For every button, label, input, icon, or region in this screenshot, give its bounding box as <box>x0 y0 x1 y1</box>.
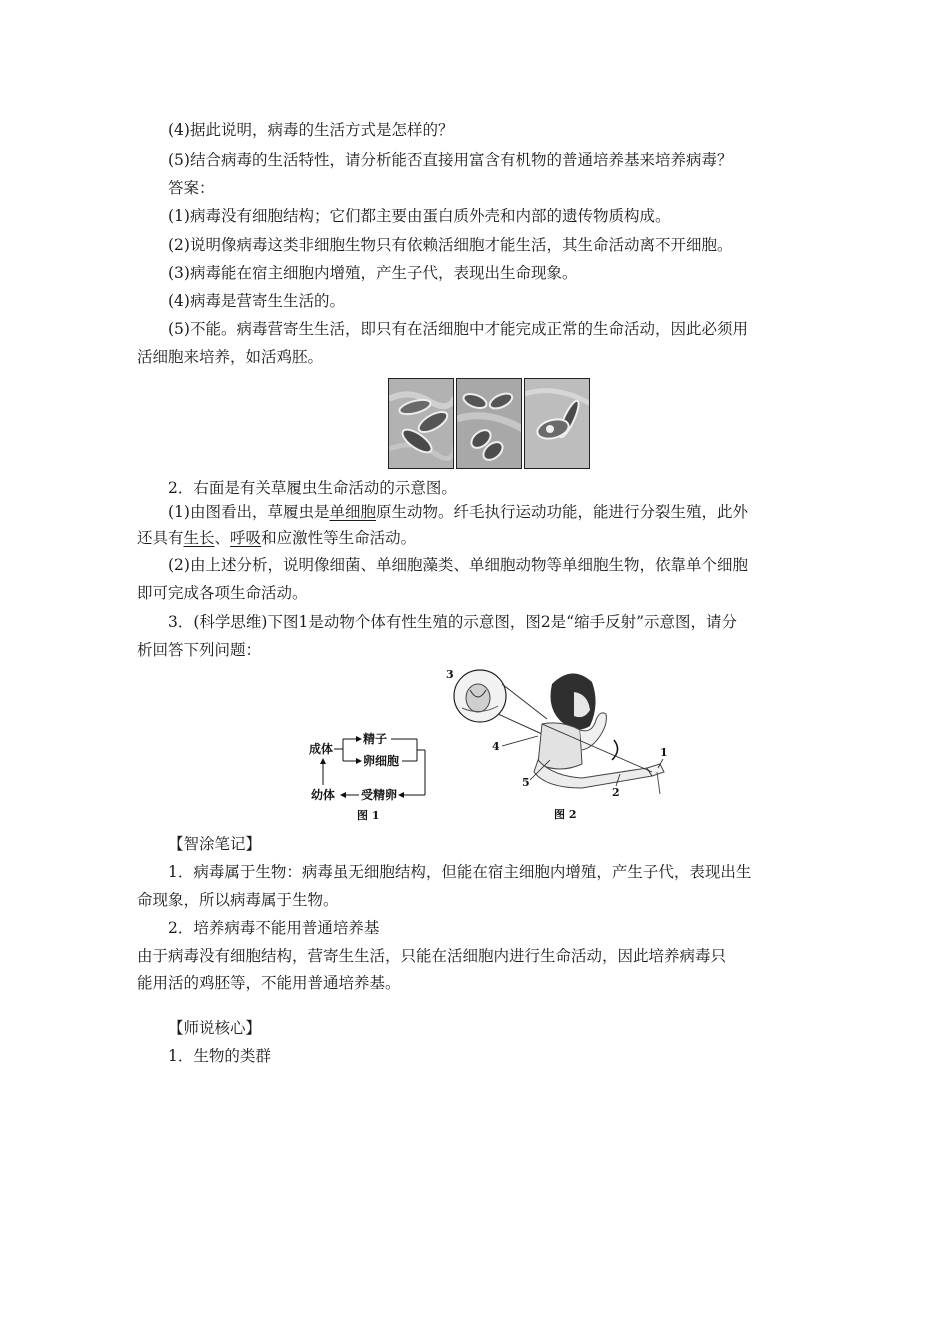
micrograph-1 <box>388 378 454 469</box>
q2-part2-line1: (2)由上述分析，说明像细菌、单细胞藻类、单细胞动物等单细胞生物，依靠单个细胞 <box>168 556 748 574</box>
micrograph-3 <box>524 378 590 469</box>
figure-1-reproduction-diagram <box>305 725 435 825</box>
label-5: 5 <box>522 776 530 789</box>
q3-line1: 3．(科学思维)下图1是动物个体有性生殖的示意图，图2是“缩手反射”示意图，请分 <box>168 613 738 631</box>
person-head <box>551 673 596 729</box>
label-2: 2 <box>612 786 620 799</box>
answer-2: (2)说明像病毒这类非细胞生物只有依赖活细胞才能生活，其生命活动离不开细胞。 <box>168 236 733 254</box>
label-4: 4 <box>492 740 500 753</box>
paramecium-micrographs <box>388 378 594 469</box>
answer-1: (1)病毒没有细胞结构；它们都主要由蛋白质外壳和内部的遗传物质构成。 <box>168 207 671 225</box>
answer-4: (4)病毒是营寄生生活的。 <box>168 292 345 310</box>
label-juvenile: 幼体 <box>311 788 336 802</box>
figure-1-caption: 图 1 <box>357 809 380 822</box>
core-header: 【师说核心】 <box>168 1019 262 1037</box>
note-2-line2: 能用活的鸡胚等，不能用普通培养基。 <box>137 974 401 992</box>
q2-part1-line2: 还具有生长、呼吸和应激性等生命活动。 <box>137 529 417 547</box>
note-1-line2: 命现象，所以病毒属于生物。 <box>137 891 339 909</box>
note-1-line1: 1．病毒属于生物：病毒虽无细胞结构，但能在宿主细胞内增殖，产生子代，表现出生 <box>168 863 752 881</box>
answer-label: 答案： <box>168 179 215 197</box>
core-item-1: 1．生物的类群 <box>168 1047 271 1065</box>
label-1: 1 <box>660 746 668 759</box>
label-adult: 成体 <box>309 742 334 756</box>
label-zygote: 受精卵 <box>361 788 398 802</box>
question-4: (4)据此说明，病毒的生活方式是怎样的？ <box>168 121 454 139</box>
answer-5-line2: 活细胞来培养，如活鸡胚。 <box>137 348 324 366</box>
q2-intro: 2．右面是有关草履虫生命活动的示意图。 <box>168 479 457 497</box>
note-2-line1: 由于病毒没有细胞结构，营寄生生活，只能在活细胞内进行生命活动，因此培养病毒只 <box>137 947 727 965</box>
notes-header: 【智涂笔记】 <box>168 835 262 853</box>
label-egg: 卵细胞 <box>363 754 400 768</box>
question-5: (5)结合病毒的生活特性，请分析能否直接用富含有机物的普通培养基来培养病毒？ <box>168 151 733 169</box>
answer-5-line1: (5)不能。病毒营寄生生活，即只有在活细胞中才能完成正常的生命活动，因此必须用 <box>168 320 748 338</box>
answer-growth: 生长 <box>183 529 215 547</box>
answer-respiration: 呼吸 <box>230 529 262 547</box>
answer-unicellular: 单细胞 <box>329 503 376 521</box>
label-sperm: 精子 <box>363 732 388 746</box>
answer-3: (3)病毒能在宿主细胞内增殖，产生子代，表现出生命现象。 <box>168 264 578 282</box>
q2-part1-line1: (1)由图看出，草履虫是单细胞原生动物。纤毛执行运动功能，能进行分裂生殖，此外 <box>168 503 748 521</box>
note-2-title: 2．培养病毒不能用普通培养基 <box>168 919 380 937</box>
micrograph-2 <box>456 378 522 469</box>
figure-2-caption: 图 2 <box>554 808 577 821</box>
figure-2-reflex-diagram <box>442 664 687 824</box>
label-3: 3 <box>446 668 454 681</box>
q3-line2: 析回答下列问题： <box>137 641 262 659</box>
q2-part2-line2: 即可完成各项生命活动。 <box>137 584 308 602</box>
